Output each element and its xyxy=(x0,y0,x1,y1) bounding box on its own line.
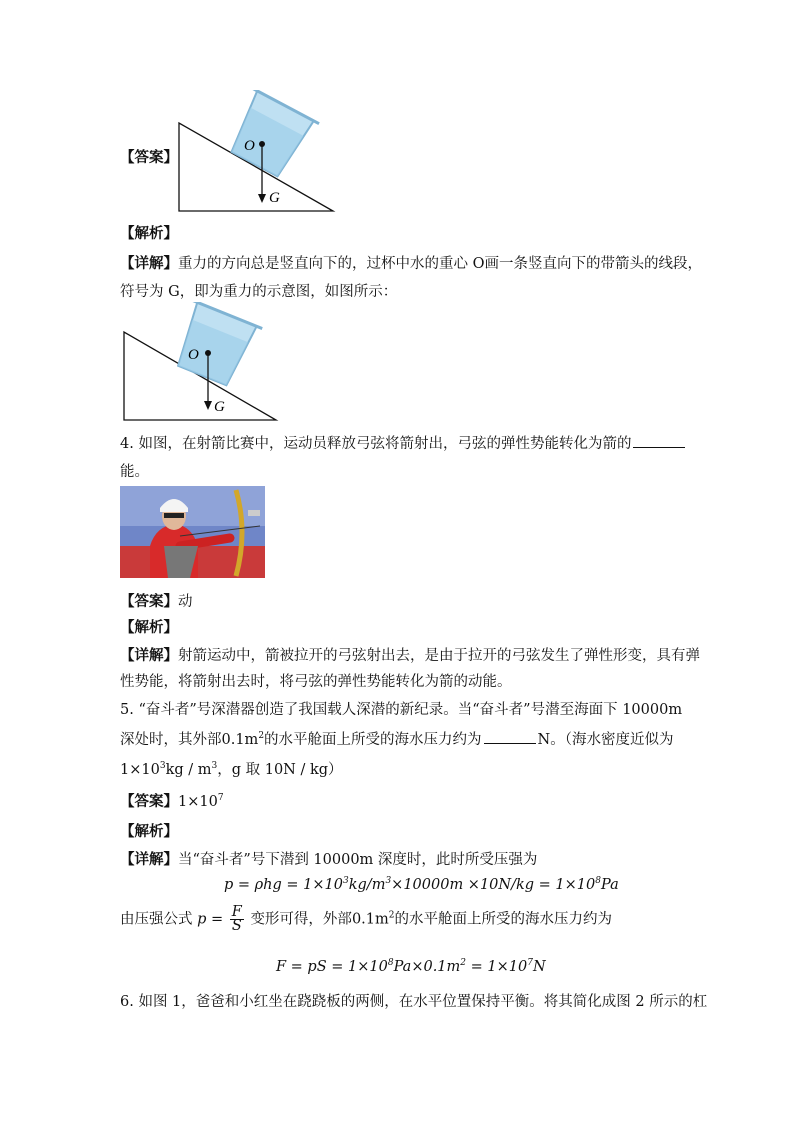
point-label-o: O xyxy=(188,347,199,363)
detail-line: 由压强公式 p = $\frac{F}{S}$ 变形可得，外部$0.1m^2$的水平舱面上所受的海水压力约为 xyxy=(120,904,612,934)
pressure-fraction: $\frac{F}{S}$ xyxy=(231,904,242,934)
arrow-head-icon xyxy=(204,401,212,410)
arrow-head-icon xyxy=(258,194,266,203)
incline-beaker-diagram xyxy=(170,90,340,215)
question-stem: 5. “奋斗者”号深潜器创造了我国载人深潜的新纪录。当“奋斗者”号潜至海面下 10000m xyxy=(120,702,683,718)
point-label-o: O xyxy=(244,138,255,154)
question-stem: 深处时，其外部$0.1m^2$的水平舱面上所受的海水压力约为 N。（海水密度近似为 xyxy=(120,731,674,748)
analysis-tag: 【解析】 xyxy=(120,619,178,636)
incline-beaker-diagram xyxy=(115,302,285,427)
archer-photo xyxy=(120,486,265,578)
question-stem: 能。 xyxy=(120,464,149,480)
detail-line: 性势能，将箭射出去时，将弓弦的弹性势能转化为箭的动能。 xyxy=(120,674,512,690)
detail-line: 【详解】当“奋斗者”号下潜到 10000m 深度时，此时所受压强为 xyxy=(120,851,538,868)
analysis-tag: 【解析】 xyxy=(120,225,178,242)
answer-blank xyxy=(484,731,536,744)
question-stem: 6. 如图 1，爸爸和小红坐在跷跷板的两侧，在水平位置保持平衡。将其简化成图 2 所示的杠 xyxy=(120,994,708,1010)
detail-line: 【详解】射箭运动中，箭被拉开的弓弦射出去，是由于拉开的弓弦发生了弹性形变，具有弹 xyxy=(120,647,700,664)
detail-line: 符号为 G，即为重力的示意图，如图所示： xyxy=(120,284,398,300)
answer-line: 【答案】$1\times 10^7$ xyxy=(120,793,224,810)
equation-pressure: $p = \rho hg = 1\times 10^3kg/m^3\times 10000m \times 10N/kg = 1\times 10^8Pa$ xyxy=(224,876,619,893)
analysis-tag: 【解析】 xyxy=(120,823,178,840)
answer-line: 【答案】动 xyxy=(120,593,193,610)
answer-blank xyxy=(633,435,685,448)
answer-value: 动 xyxy=(178,594,193,610)
force-label-g: G xyxy=(214,399,225,415)
question-stem: 4. 如图，在射箭比赛中，运动员释放弓弦将箭射出，弓弦的弹性势能转化为箭的 xyxy=(120,432,687,453)
force-label-g: G xyxy=(269,190,280,206)
equation-force: F = pS = $1\times 10^8Pa\times 0.1m^2 = 1\times 10^7N$ xyxy=(276,958,546,975)
beaker-icon xyxy=(221,90,319,182)
question-stem: $1\times 10^3kg / m^3$，g 取 10N / kg） xyxy=(120,761,343,778)
beaker-icon xyxy=(167,302,262,390)
answer-value: 1×10 xyxy=(178,794,218,810)
answer-tag: 【答案】 xyxy=(120,149,178,166)
detail-line: 【详解】重力的方向总是竖直向下的，过杯中水的重心 O画一条竖直向下的带箭头的线段， xyxy=(120,255,702,272)
